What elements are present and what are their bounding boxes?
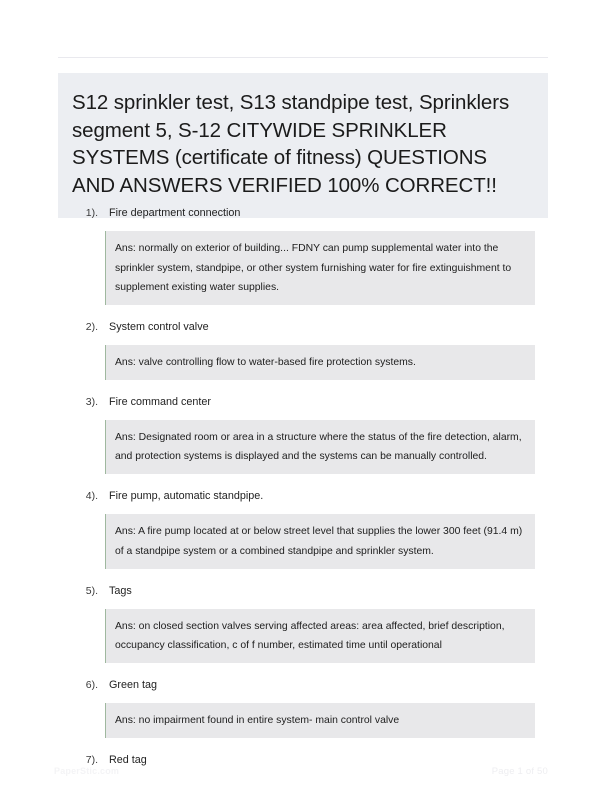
watermark-text: PaperStic.com [54,766,120,776]
question-number: 3). [85,395,98,408]
document-title-block [58,73,548,218]
answer-box [105,231,535,306]
question-row [0,488,606,505]
answer-text: Ans: A fire pump located at or below street level that supplies the lower 300 feet (91.4 m) of a standpipe system or a combined standpipe and sprinkler system. [115,526,523,557]
question-text: Tags [109,584,132,597]
question-number: 6). [85,679,98,692]
question-row [0,583,606,600]
question-text: Fire command center [109,395,212,408]
question-text: Fire pump, automatic standpipe. [109,490,264,503]
answer-box [105,609,535,664]
answer-text: Ans: Designated room or area in a structure where the status of the fire detection, alarm, and protection systems is displayed and the systems can be manually controlled. [115,431,522,463]
qa-item [0,205,606,305]
question-row [0,319,606,336]
answer-text: Ans: no impairment found in entire system- main control valve [115,714,400,726]
header-divider [58,57,548,58]
page-number: Page 1 of 50 [491,766,548,777]
qa-item [0,394,606,474]
question-text: Fire department connection [109,207,241,219]
answer-box [105,345,535,380]
question-text: System control valve [109,321,209,334]
question-number: 2). [85,321,98,334]
qa-item [0,488,606,568]
answer-box [105,703,535,738]
answer-box [105,420,535,475]
page-footer [0,754,606,800]
question-number: 7). [85,753,98,766]
answer-text: Ans: on closed section valves serving affected areas: area affected, brief description, occupancy classification, c of f number, estimated time until operational [115,620,505,652]
question-text: Green tag [109,679,158,692]
question-text: Red tag [109,753,147,766]
answer-text: Ans: valve controlling flow to water-based fire protection systems. [115,357,416,369]
qa-item [0,583,606,663]
question-row [0,677,606,694]
answer-box [105,514,535,569]
qa-item [0,319,606,380]
question-number: 4). [85,490,98,503]
question-number: 5). [85,584,98,597]
question-number: 1). [85,207,98,219]
qa-list [0,205,606,783]
question-row [0,205,606,222]
answer-text: Ans: normally on exterior of building... FDNY can pump supplemental water into the sprinkler system, standpipe, or other system furnishing water for fire extinguishment to supplement existing water supplies. [115,242,512,294]
page-title: S12 sprinkler test, S13 standpipe test, Sprinklers segment 5, S-12 CITYWIDE SPRINKLER SYSTEMS (certificate of fitness) QUESTIONS AND ANSWERS VERIFIED 100% CORRECT!! [72,91,510,198]
question-row [0,394,606,411]
qa-item [0,677,606,738]
